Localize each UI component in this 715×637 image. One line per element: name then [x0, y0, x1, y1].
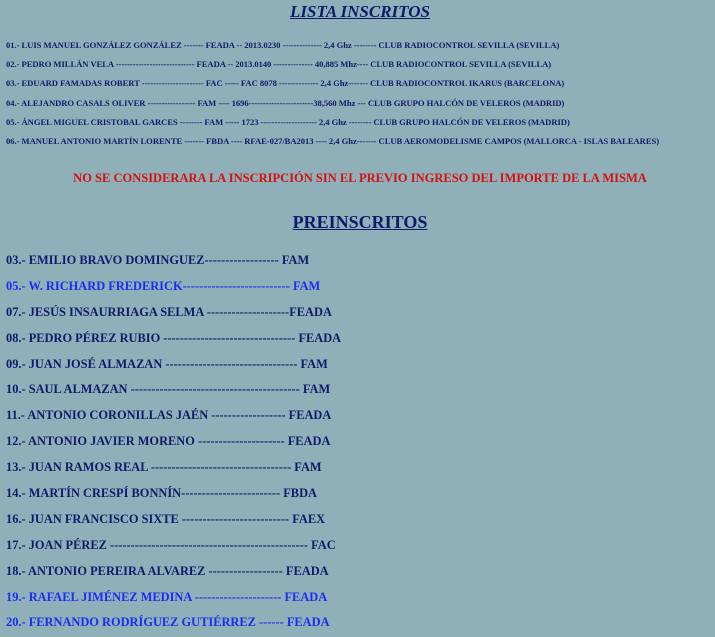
- inscrito-item: 05.- ÁNGEL MIGUEL CRISTOBAL GARCES -------- FAM ----- 1723 -------------------- 2,4 Ghz -------- CLUB GRUPO HALCÓN DE VELEROS (MADRID): [6, 116, 570, 127]
- preinscrito-item: 07.- JESÚS INSAURRIAGA SELMA --------------------FEADA: [6, 304, 332, 319]
- preinscrito-item: 20.- FERNANDO RODRÍGUEZ GUTIÉRREZ ------ FEADA: [6, 615, 330, 630]
- preinscrito-item: 11.- ANTONIO CORONILLAS JAÉN ------------------ FEADA: [6, 408, 332, 423]
- preinscrito-item: 17.- JOAN PÉREZ ------------------------------------------------ FAC: [6, 537, 336, 552]
- inscrito-item: 02.- PEDRO MILLÁN VELA ---------------------------- FEADA -- 2013.0140 -------------- 40,885 Mhz---- CLUB RADIOCONTROL SEVILLA (SEVILLA): [6, 59, 552, 70]
- payment-notice: NO SE CONSIDERARA LA INSCRIPCIÓN SIN EL PREVIO INGRESO DEL IMPORTE DE LA MISMA: [73, 171, 647, 185]
- preinscrito-item: 14.- MARTÍN CRESPÍ BONNÍN------------------------ FBDA: [6, 486, 317, 501]
- page-title: LISTA INSCRITOS: [289, 2, 430, 21]
- inscrito-item: 01.- LUIS MANUEL GONZÁLEZ GONZÁLEZ ------- FEADA -- 2013.0230 -------------- 2,4 Ghz -------- CLUB RADIOCONTROL SEVILLA (SEVILLA): [6, 40, 560, 50]
- preinscrito-item: 16.- JUAN FRANCISCO SIXTE -------------------------- FAEX: [6, 511, 326, 526]
- preinscrito-item: 09.- JUAN JOSÉ ALMAZAN -------------------------------- FAM: [6, 356, 328, 371]
- preinscrito-item: 10.- SAUL ALMAZAN ----------------------------------------- FAM: [6, 382, 331, 397]
- inscrito-item: 03.- EDUARD FAMADAS ROBERT ---------------------- FAC ----- FAC 8078 -------------- 2,4 Ghz------- CLUB RADIOCONTROL IKARUS (BARCELONA): [6, 78, 565, 89]
- preinscrito-item: 08.- PEDRO PÉREZ RUBIO -------------------------------- FEADA: [6, 330, 342, 345]
- preinscritos-heading: PREINSCRITOS: [292, 212, 428, 232]
- inscrito-item: 06.- MANUEL ANTONIO MARTÍN LORENTE ------- FBDA ---- RFAE-027/BA2013 ---- 2,4 Ghz------- CLUB AEROMODELISME CAMPOS (MALLORCA - ISLAS BALEARES): [6, 135, 660, 146]
- preinscrito-item: 12.- ANTONIO JAVIER MORENO --------------------- FEADA: [6, 434, 331, 449]
- preinscrito-item: 18.- ANTONIO PEREIRA ALVAREZ ------------------ FEADA: [6, 563, 329, 578]
- preinscrito-item: 03.- EMILIO BRAVO DOMINGUEZ------------------ FAM: [6, 253, 310, 267]
- preinscritos-list: [6, 250, 341, 637]
- preinscrito-item: 19.- RAFAEL JIMÉNEZ MEDINA --------------------- FEADA: [6, 589, 328, 604]
- preinscrito-item: 05.- W. RICHARD FREDERICK-------------------------- FAM: [6, 278, 321, 293]
- inscritos-list: [6, 36, 659, 151]
- inscrito-item: 04.- ALEJANDRO CASALS OLIVER ----------------- FAM ---- 1696-----------------------38,560 Mhz --- CLUB GRUPO HALCÓN DE VELEROS (MADRID): [6, 97, 565, 108]
- preinscrito-item: 13.- JUAN RAMOS REAL ---------------------------------- FAM: [6, 460, 322, 475]
